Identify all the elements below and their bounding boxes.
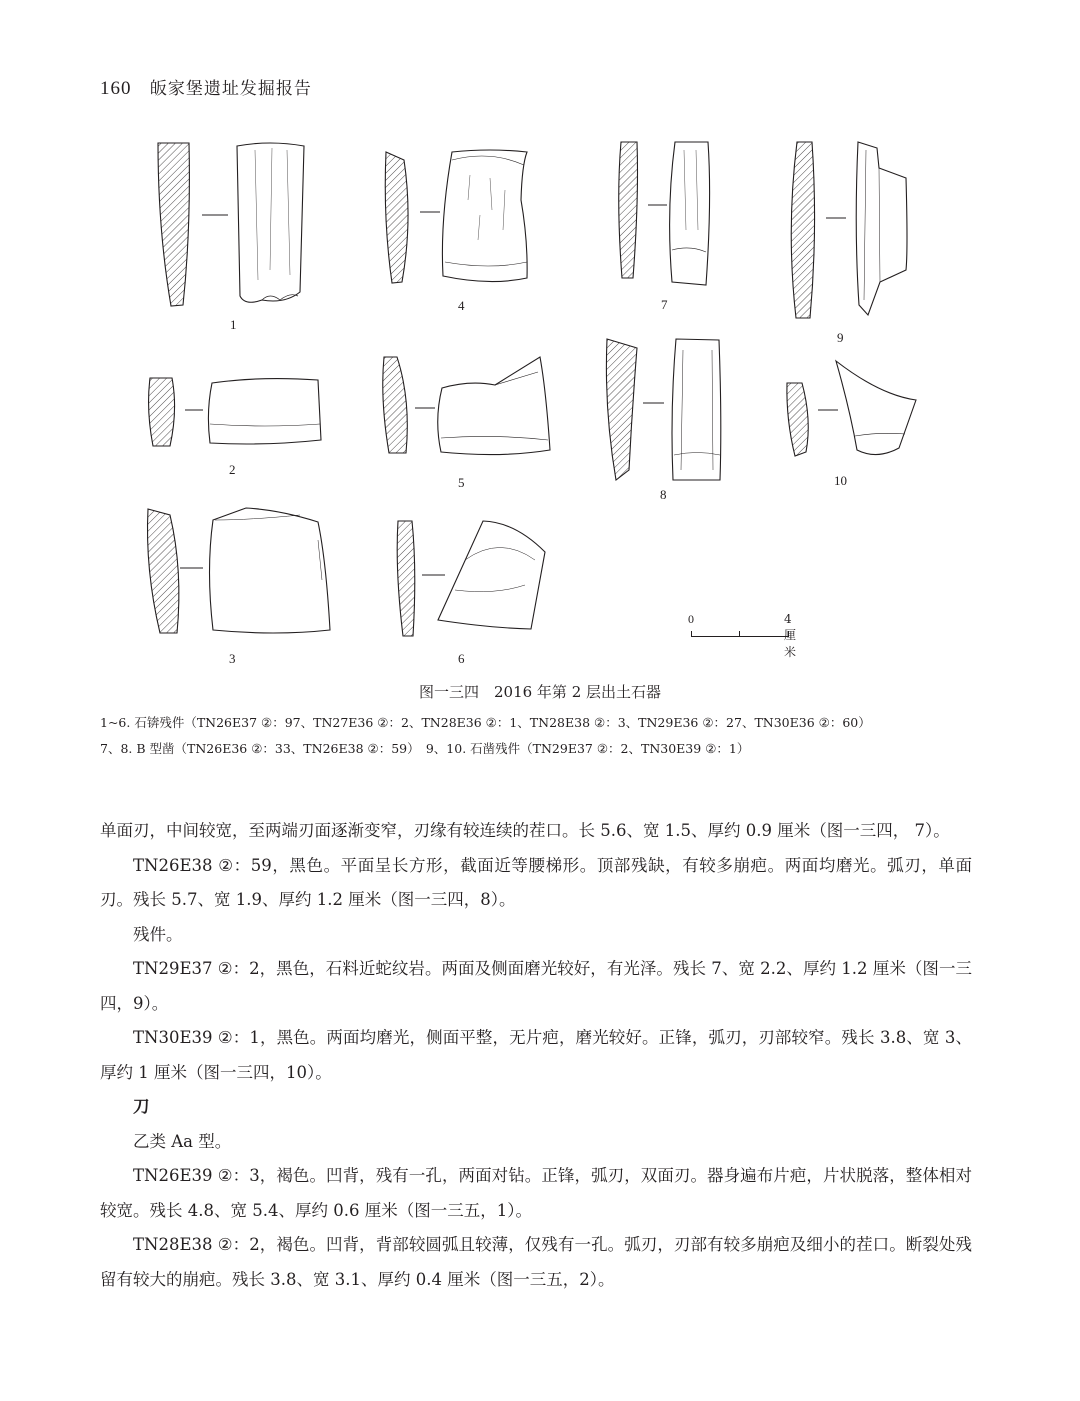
artifact-7-drawing [619,142,710,285]
artifact-label-1: 1 [230,317,237,332]
section-heading: 刀 [133,1097,150,1116]
artifact-10-drawing [787,361,916,456]
paragraph: TN28E38 ②：2，褐色。凹背，背部较圆弧且较薄，仅残有一孔。弧刃，刃部有较多崩疤及细小的茬口。断裂处残留有较大的崩疤。残长 3.8、宽 3.1、厚约 0.4 厘米（图一三五，2）。 [100,1235,972,1289]
artifact-5-drawing [383,357,550,455]
artifact-3-drawing [148,508,331,633]
page-number: 160 [100,78,132,99]
figure-legend-line-1: 1~6. 石锛残件（TN26E37 ②：97、TN27E36 ②：2、TN28E36 ②：1、TN28E38 ②：3、TN29E36 ②：27、TN30E36 ②：60） [100,715,871,730]
paragraph: TN26E39 ②：3，褐色。凹背，残有一孔，两面对钻。正锋，弧刃，双面刃。器身遍布片疤，片状脱落，整体相对较宽。残长 4.8、宽 5.4、厚约 0.6 厘米（图一三五，1）。 [100,1166,972,1220]
artifact-label-2: 2 [229,462,236,477]
artifact-6-drawing [397,521,545,636]
artifact-4-drawing [385,150,527,283]
artifact-label-3: 3 [229,651,236,666]
artifact-label-5: 5 [458,475,465,490]
artifact-2-drawing [149,378,321,446]
stone-tools-figure [0,0,1080,670]
artifact-label-9: 9 [837,330,844,345]
subheading: 残件。 [133,924,183,944]
artifact-label-7: 7 [661,297,668,312]
artifact-label-8: 8 [660,487,667,502]
scale-unit-label: 4 厘米 [784,612,797,659]
scale-zero-label: 0 [688,612,694,626]
paragraph: TN30E39 ②：1，黑色。两面均磨光，侧面平整，无片疤，磨光较好。正锋，弧刃，刃部较窄。残长 3.8、宽 3、厚约 1 厘米（图一三四，10）。 [100,1028,972,1082]
body-text [100,814,972,1297]
book-title: 皈家堡遗址发掘报告 [149,79,312,99]
scale-bar-line [691,631,789,637]
subheading: 乙类 Aa 型。 [133,1131,232,1151]
scale-bar [688,612,798,659]
paragraph: TN26E38 ②：59，黑色。平面呈长方形，截面近等腰梯形。顶部残缺，有较多崩疤。两面均磨光。弧刃，单面刃。残长 5.7、宽 1.9、厚约 1.2 厘米（图一三四，8）。 [100,855,972,909]
artifact-label-6: 6 [458,651,465,666]
artifact-label-10: 10 [834,473,847,488]
paragraph: TN29E37 ②：2，黑色，石料近蛇纹岩。两面及侧面磨光较好，有光泽。残长 7、宽 2.2、厚约 1.2 厘米（图一三四，9）。 [100,959,972,1013]
artifact-1-drawing [158,143,304,306]
figure-caption: 图一三四 2016 年第 2 层出土石器 [418,683,662,701]
artifact-9-drawing [791,142,907,318]
artifact-8-drawing [606,339,720,480]
paragraph: 单面刃，中间较宽，至两端刃面逐渐变窄，刃缘有较连续的茬口。长 5.6、宽 1.5、厚约 0.9 厘米（图一三四， 7）。 [100,821,950,840]
scale-bar-tick [739,631,740,636]
artifact-label-4: 4 [458,298,465,313]
figure-legend-line-2: 7、8. B 型凿（TN26E36 ②：33、TN26E38 ②：59） 9、10. 石凿残件（TN29E37 ②：2、TN30E39 ②：1） [100,741,750,756]
